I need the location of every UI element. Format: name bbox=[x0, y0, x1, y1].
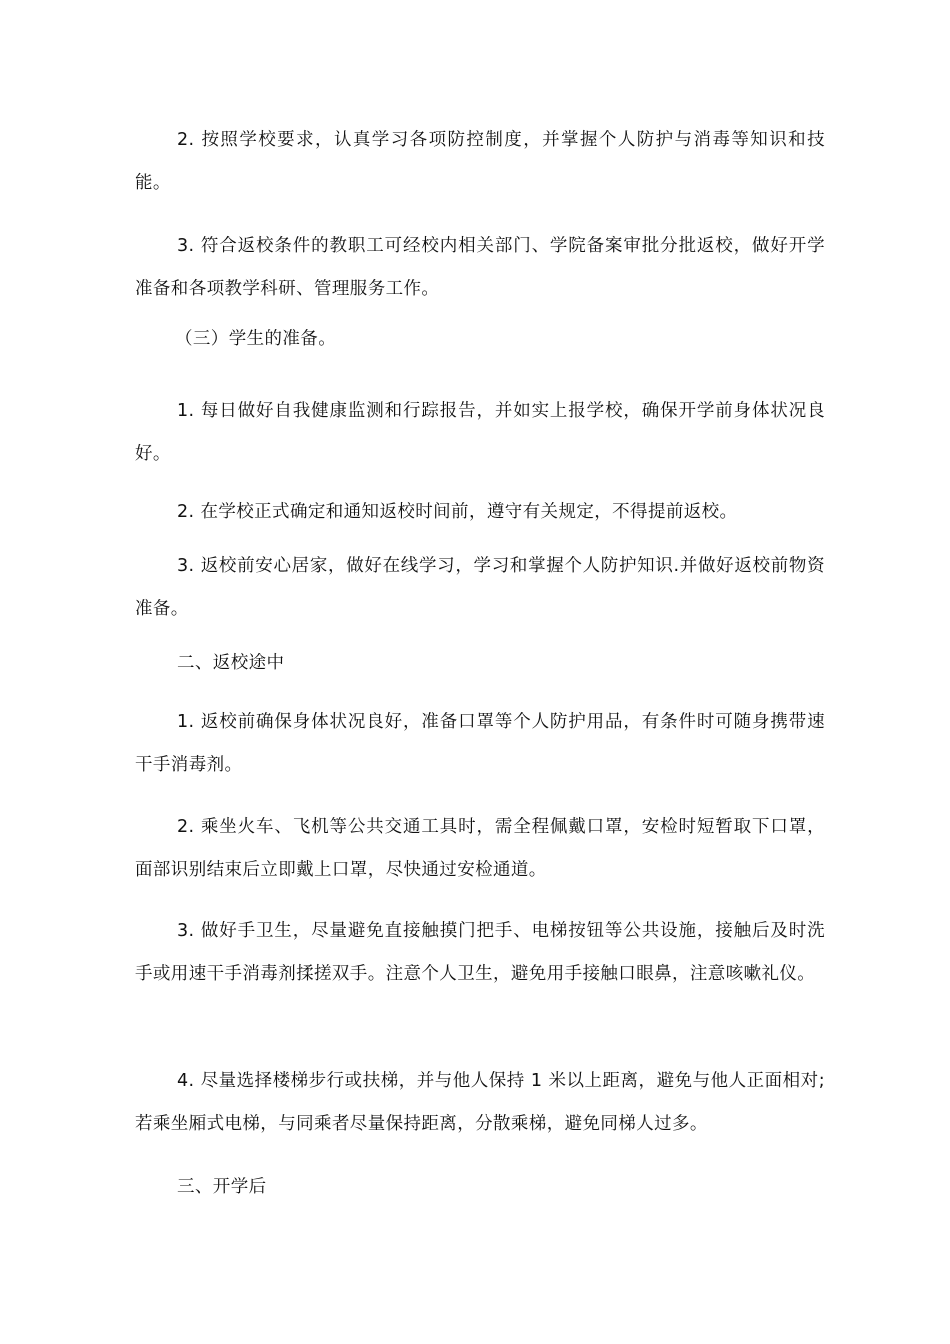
paragraph-travel-item-3: 3. 做好手卫生，尽量避免直接触摸门把手、电梯按钮等公共设施，接触后及时洗手或用速干手消毒剂揉搓双手。注意个人卫生，避免用手接触口眼鼻，注意咳嗽礼仪。 bbox=[135, 921, 825, 984]
paragraph-travel-item-4: 4. 尽量选择楼梯步行或扶梯，并与他人保持 1 米以上距离，避免与他人正面相对;若乘坐厢式电梯，与同乘者尽量保持距离，分散乘梯，避免同梯人过多。 bbox=[135, 1071, 825, 1134]
paragraph-student-item-3: 3. 返校前安心居家，做好在线学习，学习和掌握个人防护知识.并做好返校前物资准备。 bbox=[135, 556, 825, 619]
section-heading-after-school-start: 三、开学后 bbox=[177, 1177, 267, 1197]
paragraph-student-item-1: 1. 每日做好自我健康监测和行踪报告，并如实上报学校，确保开学前身体状况良好。 bbox=[135, 401, 825, 464]
paragraph-travel-item-2: 2. 乘坐火车、飞机等公共交通工具时，需全程佩戴口罩，安检时短暂取下口罩，面部识别结束后立即戴上口罩，尽快通过安检通道。 bbox=[135, 817, 825, 880]
paragraph-student-item-2: 2. 在学校正式确定和通知返校时间前，遵守有关规定，不得提前返校。 bbox=[177, 502, 738, 522]
section-heading-on-the-way: 二、返校途中 bbox=[177, 653, 285, 673]
paragraph-staff-item-2: 2. 按照学校要求，认真学习各项防控制度，并掌握个人防护与消毒等知识和技能。 bbox=[135, 130, 825, 193]
paragraph-travel-item-1: 1. 返校前确保身体状况良好，准备口罩等个人防护用品，有条件时可随身携带速干手消毒剂。 bbox=[135, 712, 825, 775]
section-heading-student-preparation: （三）学生的准备。 bbox=[175, 329, 337, 349]
paragraph-staff-item-3: 3. 符合返校条件的教职工可经校内相关部门、学院备案审批分批返校，做好开学准备和各项教学科研、管理服务工作。 bbox=[135, 236, 825, 299]
